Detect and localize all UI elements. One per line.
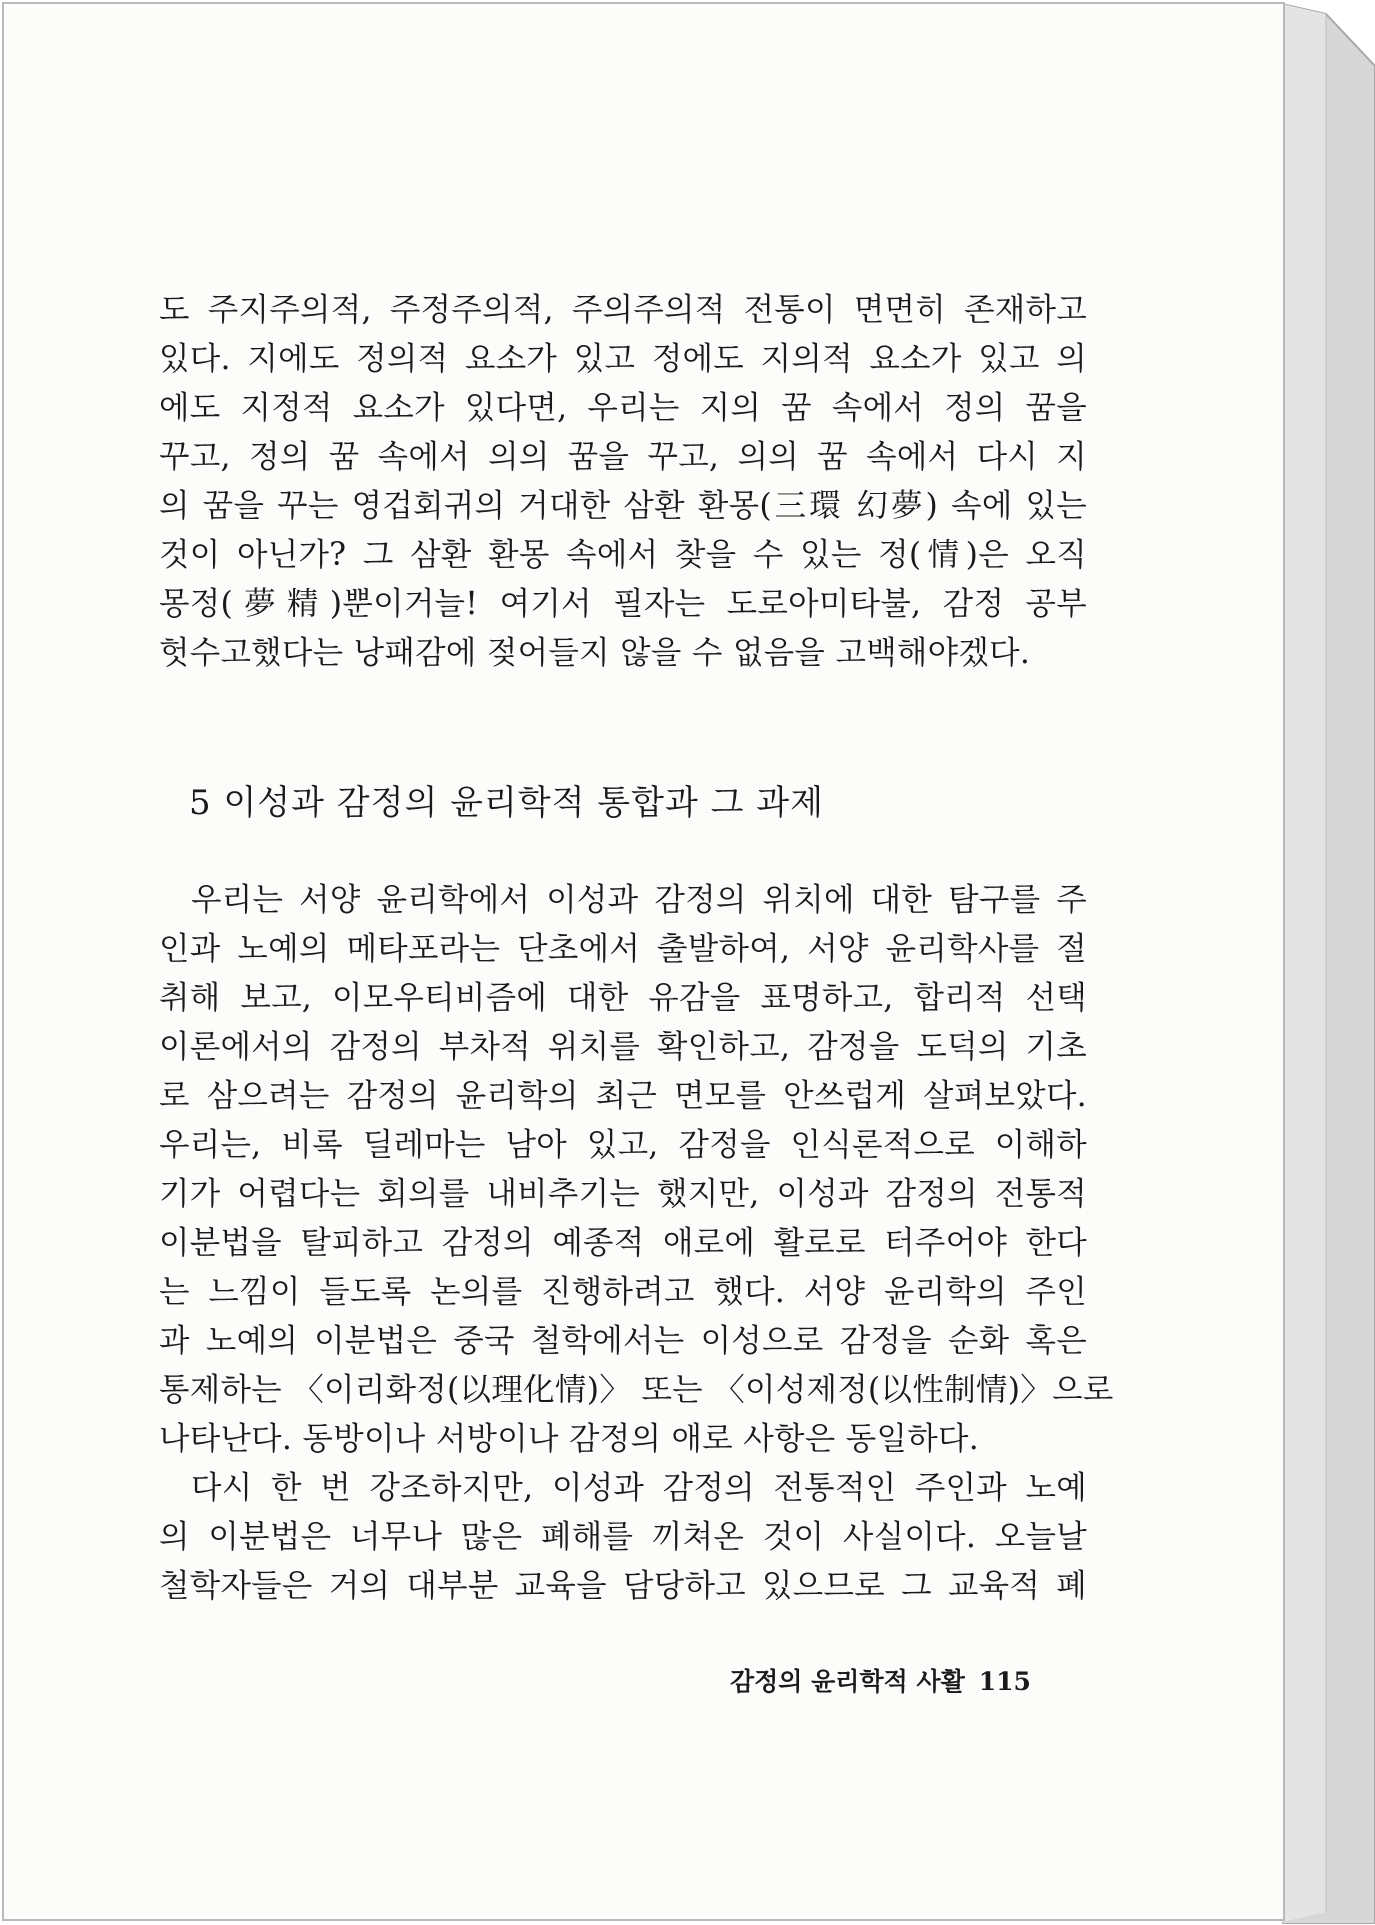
text-line: 통제하는 〈이리화정(以理化情)〉 또는 〈이성제정(以性制情)〉으로: [159, 1372, 1114, 1408]
text-line: 로 삼으려는 감정의 윤리학의 최근 면모를 안쓰럽게 살펴보았다.: [159, 1078, 1087, 1114]
text-line: 것이 아닌가? 그 삼환 환몽 속에서 찾을 수 있는 정(情)은 오직: [159, 537, 1087, 573]
book-page-edge: [1282, 4, 1375, 1924]
page-number: 115: [978, 1667, 1031, 1696]
text-line: 이분법을 탈피하고 감정의 예종적 애로에 활로로 터주어야 한다: [159, 1225, 1087, 1261]
text-line: 에도 지정적 요소가 있다면, 우리는 지의 꿈 속에서 정의 꿈을: [159, 390, 1087, 426]
book-page: [2, 2, 1285, 1921]
text-line: 헛수고했다는 낭패감에 젖어들지 않을 수 없음을 고백해야겠다.: [159, 635, 1031, 671]
text-line: 우리는, 비록 딜레마는 남아 있고, 감정을 인식론적으로 이해하: [159, 1127, 1087, 1163]
text-line: 있다. 지에도 정의적 요소가 있고 정에도 지의적 요소가 있고 의: [159, 341, 1087, 377]
text-line: 도 주지주의적, 주정주의적, 주의주의적 전통이 면면히 존재하고: [159, 292, 1087, 328]
text-line: 의 꿈을 꾸는 영겁회귀의 거대한 삼환 환몽(三環 幻夢) 속에 있는: [159, 488, 1087, 524]
text-line: 몽정(夢精)뿐이거늘! 여기서 필자는 도로아미타불, 감정 공부: [159, 586, 1087, 622]
text-line: 철학자들은 거의 대부분 교육을 담당하고 있으므로 그 교육적 폐: [159, 1568, 1087, 1604]
running-title: 감정의 윤리학적 사활: [730, 1667, 965, 1696]
text-line: 는 느낌이 들도록 논의를 진행하려고 했다. 서양 윤리학의 주인: [159, 1274, 1087, 1310]
text-line: 과 노예의 이분법은 중국 철학에서는 이성으로 감정을 순화 혹은: [159, 1323, 1087, 1359]
text-line: 기가 어렵다는 회의를 내비추기는 했지만, 이성과 감정의 전통적: [159, 1176, 1087, 1212]
text-line: 취해 보고, 이모우티비즘에 대한 유감을 표명하고, 합리적 선택: [159, 980, 1087, 1016]
text-line: 인과 노예의 메타포라는 단초에서 출발하여, 서양 윤리학사를 절: [159, 931, 1087, 967]
text-line: 이론에서의 감정의 부차적 위치를 확인하고, 감정을 도덕의 기초: [159, 1029, 1087, 1065]
section-heading: 5 이성과 감정의 윤리학적 통합과 그 과제: [189, 783, 824, 823]
text-line: 의 이분법은 너무나 많은 폐해를 끼쳐온 것이 사실이다. 오늘날: [159, 1519, 1087, 1555]
page-footer: [730, 1662, 1045, 1702]
text-line: 꾸고, 정의 꿈 속에서 의의 꿈을 꾸고, 의의 꿈 속에서 다시 지: [159, 439, 1087, 475]
text-line: 나타난다. 동방이나 서방이나 감정의 애로 사항은 동일하다.: [159, 1421, 980, 1457]
text-line: 우리는 서양 윤리학에서 이성과 감정의 위치에 대한 탐구를 주: [191, 882, 1087, 918]
text-line: 다시 한 번 강조하지만, 이성과 감정의 전통적인 주인과 노예: [191, 1470, 1087, 1506]
